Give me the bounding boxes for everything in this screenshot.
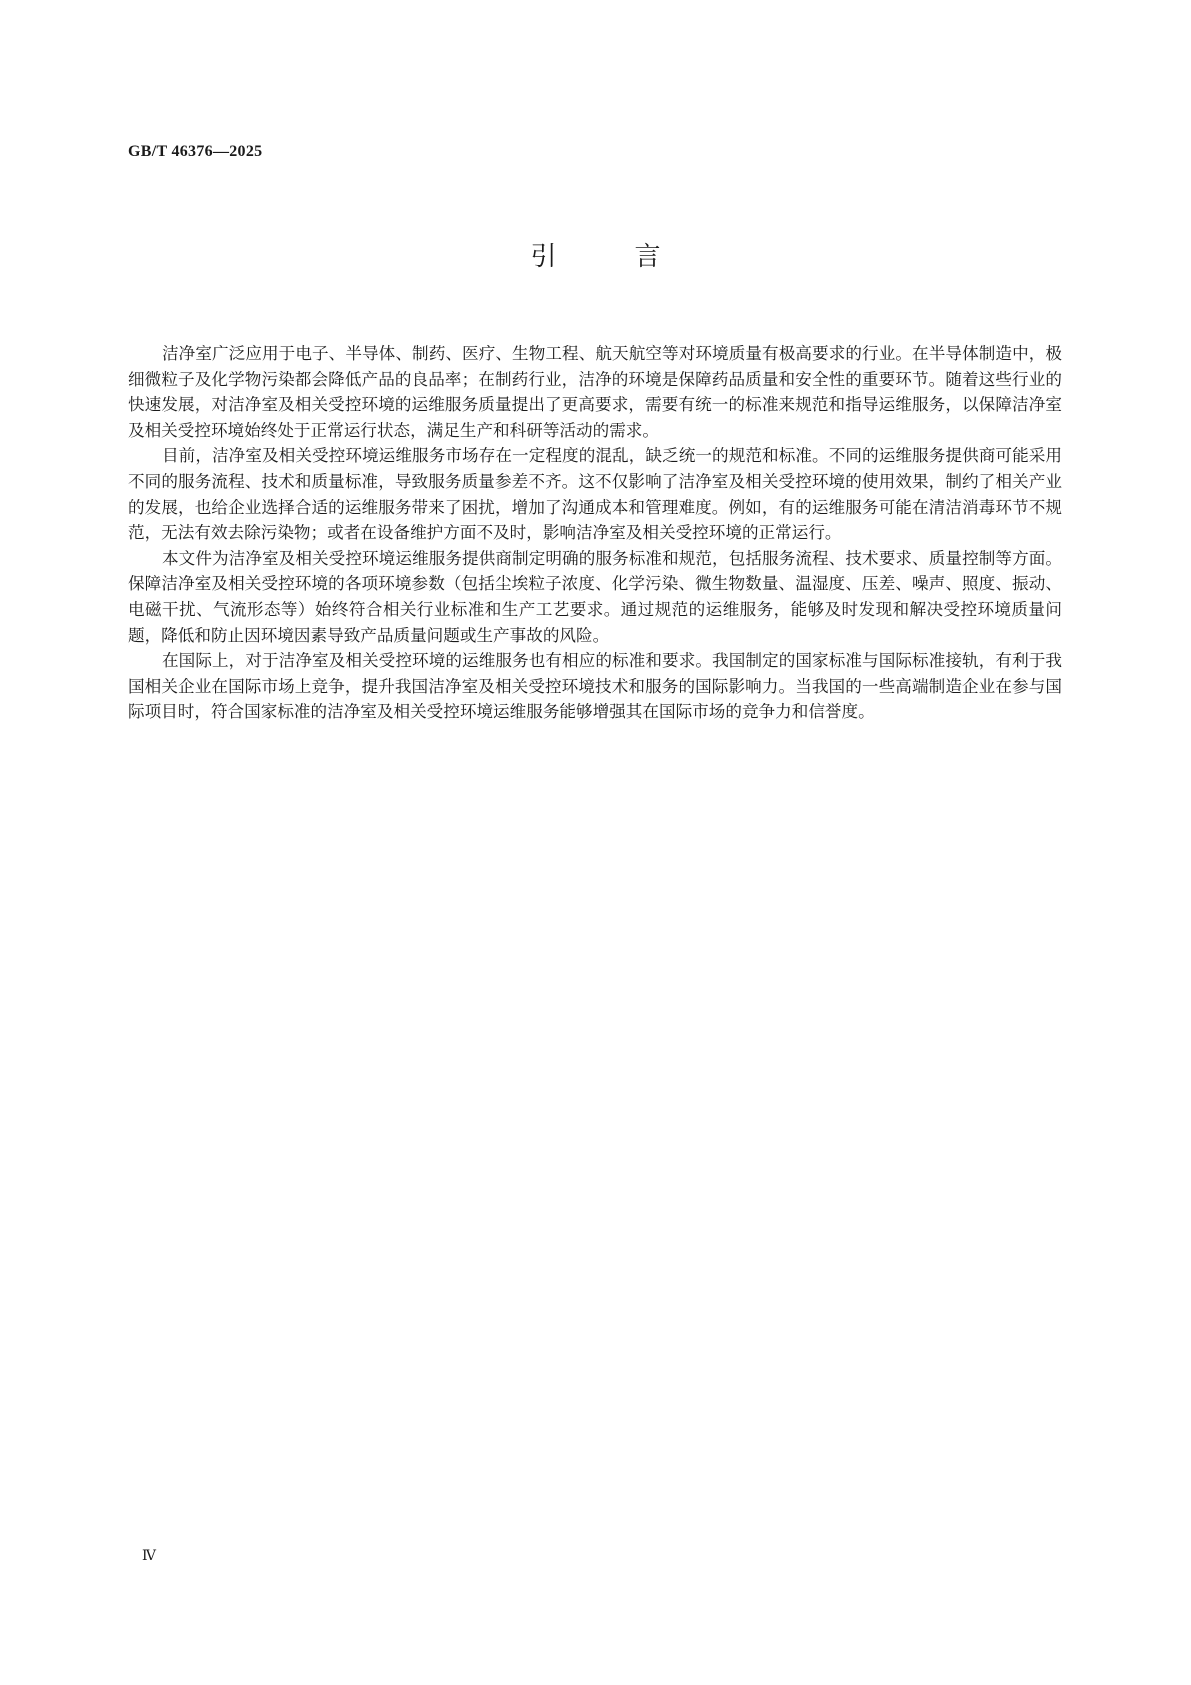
page-title-char-1: 引 [530, 242, 557, 272]
paragraph-1: 洁净室广泛应用于电子、半导体、制药、医疗、生物工程、航天航空等对环境质量有极高要求的行业。在半导体制造中，极细微粒子及化学物污染都会降低产品的良品率；在制药行业，洁净的环境是保障药品质量和安全性的重要环节。随着这些行业的快速发展，对洁净室及相关受控环境的运维服务质量提出了更高要求，需要有统一的标准来规范和指导运维服务，以保障洁净室及相关受控环境始终处于正常运行状态，满足生产和科研等活动的需求。 [128, 344, 1062, 440]
page-title-char-2: 言 [634, 242, 661, 272]
paragraph-4: 在国际上，对于洁净室及相关受控环境的运维服务也有相应的标准和要求。我国制定的国家标准与国际标准接轨，有利于我国相关企业在国际市场上竞争，提升我国洁净室及相关受控环境技术和服务的国际影响力。当我国的一些高端制造企业在参与国际项目时，符合国家标准的洁净室及相关受控环境运维服务能够增强其在国际市场的竞争力和信誉度。 [128, 651, 1062, 722]
body-text [128, 341, 1062, 725]
page-number: Ⅳ [142, 1549, 156, 1564]
page-title [0, 240, 1191, 274]
paragraph-3: 本文件为洁净室及相关受控环境运维服务提供商制定明确的服务标准和规范，包括服务流程、技术要求、质量控制等方面。保障洁净室及相关受控环境的各项环境参数（包括尘埃粒子浓度、化学污染、微生物数量、温湿度、压差、噪声、照度、振动、电磁干扰、气流形态等）始终符合相关行业标准和生产工艺要求。通过规范的运维服务，能够及时发现和解决受控环境质量问题，降低和防止因环境因素导致产品质量问题或生产事故的风险。 [128, 548, 1062, 645]
paragraph-2: 目前，洁净室及相关受控环境运维服务市场存在一定程度的混乱，缺乏统一的规范和标准。不同的运维服务提供商可能采用不同的服务流程、技术和质量标准，导致服务质量参差不齐。这不仅影响了洁净室及相关受控环境的使用效果，制约了相关产业的发展，也给企业选择合适的运维服务带来了困扰，增加了沟通成本和管理难度。例如，有的运维服务可能在清洁消毒环节不规范，无法有效去除污染物；或者在设备维护方面不及时，影响洁净室及相关受控环境的正常运行。 [128, 446, 1062, 543]
document-code: GB/T 46376—2025 [128, 143, 263, 160]
